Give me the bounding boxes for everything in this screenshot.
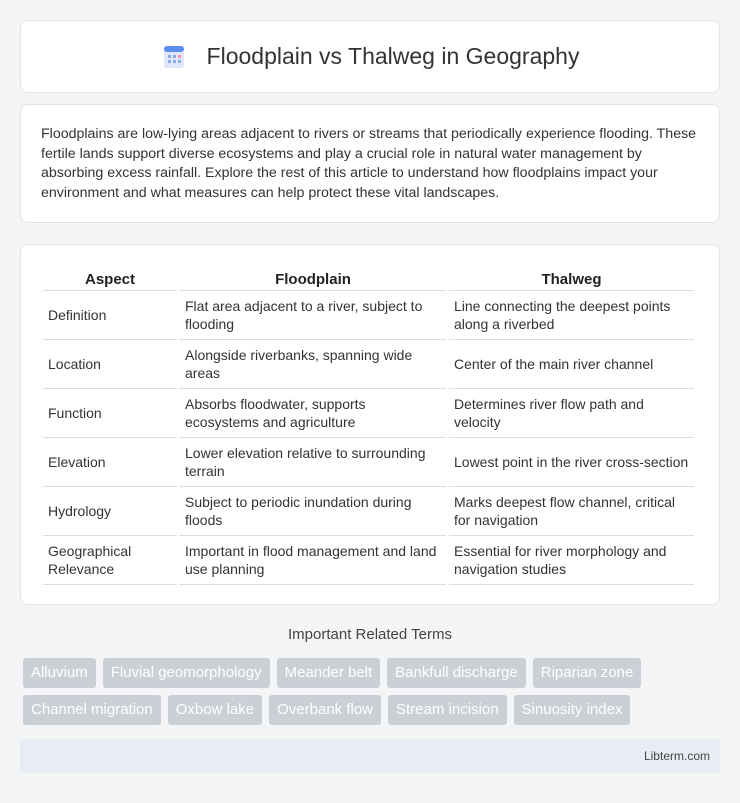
cell-aspect: Elevation: [43, 438, 177, 487]
cell-aspect: Location: [43, 340, 177, 389]
related-terms-tags: [23, 658, 723, 732]
tag-row: [23, 695, 723, 725]
cell-aspect: Hydrology: [43, 487, 177, 536]
cell-aspect: Definition: [43, 291, 177, 340]
tag-oxbow-lake[interactable]: Oxbow lake: [168, 695, 262, 725]
table-row: [43, 487, 694, 536]
document-icon: [161, 44, 187, 70]
cell-thalweg: Line connecting the deepest points along a riverbed: [449, 291, 694, 340]
cell-aspect: Geographical Relevance: [43, 536, 177, 585]
tag-meander-belt[interactable]: Meander belt: [277, 658, 381, 688]
intro-card: [20, 104, 720, 223]
header-aspect: Aspect: [43, 265, 177, 291]
cell-thalweg: Determines river flow path and velocity: [449, 389, 694, 438]
tag-row: [23, 658, 723, 688]
cell-thalweg: Marks deepest flow channel, critical for navigation: [449, 487, 694, 536]
cell-floodplain: Lower elevation relative to surrounding terrain: [180, 438, 446, 487]
page-title: Floodplain vs Thalweg in Geography: [206, 43, 580, 69]
cell-floodplain: Flat area adjacent to a river, subject to flooding: [180, 291, 446, 340]
cell-thalweg: Center of the main river channel: [449, 340, 694, 389]
intro-text: Floodplains are low-lying areas adjacent to rivers or streams that periodically experience flooding. These fertile lands support diverse ecosystems and play a crucial role in natural water management by absorbing excess rainfall. Explore the rest of this article to understand how floodplains impact your environment and what measures can help protect these vital landscapes.: [41, 126, 697, 201]
header-floodplain: Floodplain: [180, 265, 446, 291]
comparison-table-card: [20, 244, 720, 605]
tag-overbank-flow[interactable]: Overbank flow: [269, 695, 381, 725]
table-row: [43, 340, 694, 389]
comparison-table: [40, 265, 697, 585]
related-terms-title: Important Related Terms: [288, 626, 452, 643]
table-header-row: [43, 265, 694, 291]
cell-thalweg: Essential for river morphology and navigation studies: [449, 536, 694, 585]
cell-floodplain: Absorbs floodwater, supports ecosystems and agriculture: [180, 389, 446, 438]
cell-thalweg: Lowest point in the river cross-section: [449, 438, 694, 487]
footer: [20, 739, 720, 773]
table-row: [43, 438, 694, 487]
table-row: [43, 291, 694, 340]
tag-channel-migration[interactable]: Channel migration: [23, 695, 161, 725]
tag-sinuosity-index[interactable]: Sinuosity index: [514, 695, 631, 725]
tag-stream-incision[interactable]: Stream incision: [388, 695, 507, 725]
cell-floodplain: Important in flood management and land use planning: [180, 536, 446, 585]
cell-aspect: Function: [43, 389, 177, 438]
tag-bankfull-discharge[interactable]: Bankfull discharge: [387, 658, 526, 688]
title-card: [20, 20, 720, 93]
tag-alluvium[interactable]: Alluvium: [23, 658, 96, 688]
tag-fluvial-geomorphology[interactable]: Fluvial geomorphology: [103, 658, 270, 688]
table-row: [43, 536, 694, 585]
cell-floodplain: Subject to periodic inundation during floods: [180, 487, 446, 536]
header-thalweg: Thalweg: [449, 265, 694, 291]
footer-site-link[interactable]: Libterm.com: [643, 749, 710, 763]
tag-riparian-zone[interactable]: Riparian zone: [533, 658, 642, 688]
table-row: [43, 389, 694, 438]
cell-floodplain: Alongside riverbanks, spanning wide areas: [180, 340, 446, 389]
